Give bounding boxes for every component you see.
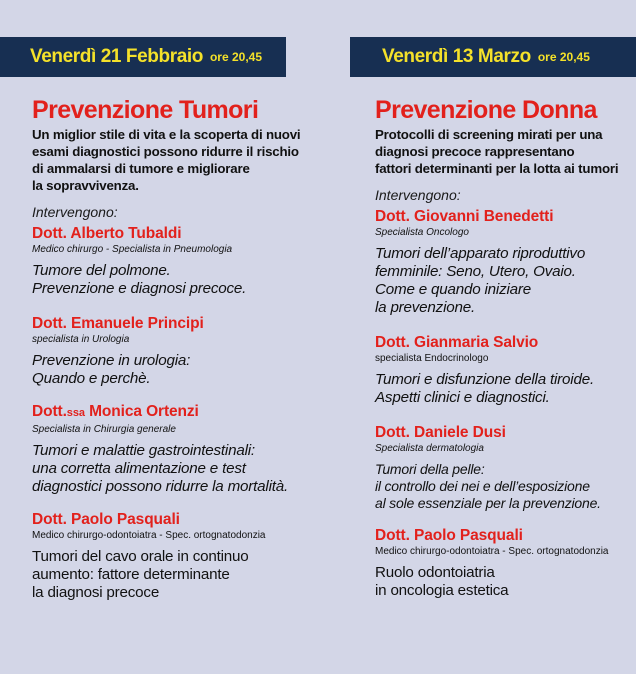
talk-title (32, 352, 318, 388)
right-date-banner (350, 37, 636, 77)
talk-line: Tumori del cavo orale in continuo (32, 548, 249, 565)
speaker-name (32, 314, 318, 333)
intro-line: Un miglior stile di vita e la scoperta di nuovi (32, 127, 301, 142)
right-title: Prevenzione Donna (375, 96, 597, 124)
speaker-giovanni-benedetti (375, 207, 636, 317)
speaker-name (32, 224, 318, 243)
name-prefix: Dott. (32, 403, 67, 420)
talk-line: Tumori e disfunzione della tiroide. (375, 371, 594, 388)
left-content (32, 96, 318, 602)
speaker-role: Medico chirurgo-odontoiatra - Spec. ortognatodonzia (32, 530, 266, 541)
speaker-paolo-pasquali-right (375, 526, 636, 600)
talk-line: Tumori e malattie gastrointestinali: (32, 442, 255, 459)
name-prefix: Dott. (32, 511, 67, 528)
talk-line: Ruolo odontoiatria (375, 564, 495, 581)
talk-line: diagnostici possono ridurre la mortalità. (32, 478, 289, 495)
speaker-role: specialista Endocrinologo (375, 353, 489, 364)
speaker-name: Dott. Giovanni Benedetti (375, 208, 554, 225)
talk-line: Aspetti clinici e diagnostici. (375, 389, 550, 406)
speaker-gianmaria-salvio (375, 333, 636, 407)
talk-line: in oncologia estetica (375, 582, 509, 599)
talk-line: Come e quando iniziare (375, 281, 532, 298)
speaker-role: specialista in Urologia (32, 334, 130, 345)
talk-line: una corretta alimentazione e test (32, 460, 246, 477)
speaker-role: Specialista Oncologo (375, 227, 469, 238)
talk-line: Tumore del polmone. (32, 262, 171, 279)
intro-line: di ammalarsi di tumore e migliorare (32, 161, 250, 176)
intro-line: Protocolli di screening mirati per una (375, 127, 603, 142)
talk-line: il controllo dei nei e dell’esposizione (375, 478, 590, 494)
name-prefix: Dott. (32, 315, 67, 332)
talk-line: Tumori dell’apparato riproduttivo (375, 245, 586, 262)
talk-line: femminile: Seno, Utero, Ovaio. (375, 263, 576, 280)
talk-title (375, 564, 636, 600)
right-speakers-heading: Intervengono: (375, 187, 461, 203)
speaker-role: Specialista dermatologia (375, 443, 484, 454)
speaker-monica-ortenzi (32, 402, 318, 496)
speaker-role: Medico chirurgo-odontoiatra - Spec. ortognatodonzia (375, 546, 609, 557)
talk-line: Prevenzione e diagnosi precoce. (32, 280, 247, 297)
speaker-role: Medico chirurgo - Specialista in Pneumologia (32, 244, 233, 255)
talk-title (32, 262, 318, 298)
right-intro (375, 126, 636, 177)
talk-line: la diagnosi precoce (32, 584, 160, 601)
left-date: Venerdì 21 Febbraio (30, 46, 203, 67)
talk-title (375, 371, 636, 407)
speaker-emanuele-principi (32, 314, 318, 388)
name-rest: Monica Ortenzi (84, 403, 199, 420)
speaker-name: Dott. Gianmaria Salvio (375, 334, 539, 351)
speaker-role: Specialista in Chirurgia generale (32, 424, 176, 435)
speaker-name: Dott. Paolo Pasquali (375, 527, 523, 544)
right-content (375, 96, 636, 600)
speaker-name: Dott. Daniele Dusi (375, 424, 506, 441)
speaker-paolo-pasquali (32, 510, 318, 602)
left-title: Prevenzione Tumori (32, 96, 259, 124)
talk-title (375, 245, 636, 317)
name-prefix: Dott. (32, 225, 67, 242)
right-date: Venerdì 13 Marzo (382, 46, 531, 67)
speaker-daniele-dusi (375, 423, 636, 512)
name-title-suffix: ssa (66, 407, 85, 419)
left-intro (32, 126, 318, 194)
talk-line: Quando e perchè. (32, 370, 151, 387)
talk-title (375, 461, 636, 512)
intro-line: esami diagnostici possono ridurre il rischio (32, 144, 299, 159)
left-time: ore 20,45 (209, 50, 263, 64)
talk-title (32, 548, 318, 602)
intro-line: la sopravvivenza. (32, 178, 139, 193)
left-date-banner (0, 37, 286, 77)
talk-line: aumento: fattore determinante (32, 566, 230, 583)
speaker-alberto-tubaldi (32, 224, 318, 298)
name-rest: Alberto Tubaldi (66, 225, 182, 242)
talk-line: Tumori della pelle: (375, 461, 485, 477)
right-time: ore 20,45 (537, 50, 590, 64)
left-speakers-heading: Intervengono: (32, 204, 118, 220)
intro-line: diagnosi precoce rappresentano (375, 144, 575, 159)
intro-line: fattori determinanti per la lotta ai tumori (375, 161, 619, 176)
speaker-name (32, 510, 318, 529)
name-rest: Paolo Pasquali (66, 511, 180, 528)
talk-line: Prevenzione in urologia: (32, 352, 191, 369)
talk-title (32, 442, 318, 496)
talk-line: la prevenzione. (375, 299, 476, 316)
name-rest: Emanuele Principi (66, 315, 204, 332)
talk-line: al sole essenziale per la prevenzione. (375, 495, 601, 511)
speaker-name (32, 402, 318, 423)
